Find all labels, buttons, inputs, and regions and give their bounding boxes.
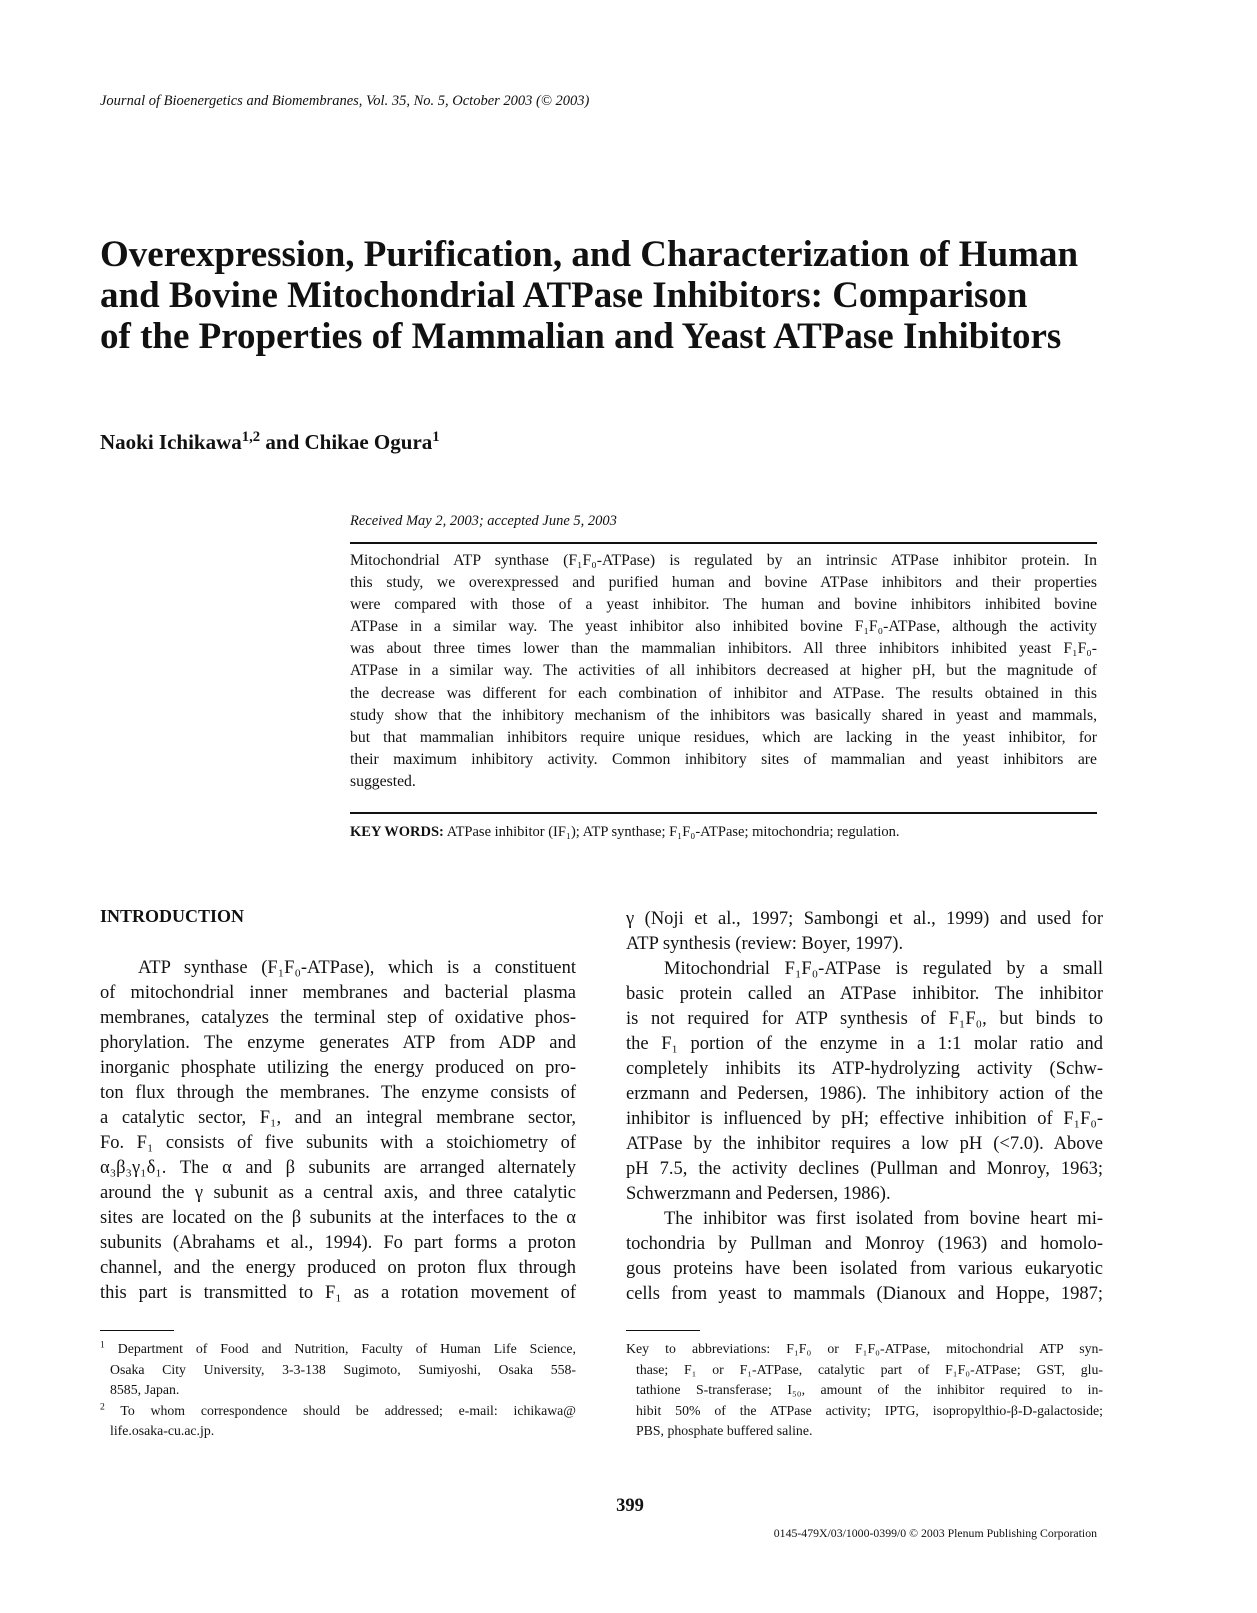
- abstract-bottom-rule: [350, 812, 1097, 814]
- body-line: tochondria by Pullman and Monroy (1963) and homolo-: [626, 1234, 1103, 1254]
- abstract-line: but that mammalian inhibitors require unique residues, which are lacking in the yeast inhibitor, for: [350, 728, 1097, 746]
- journal-citation: Journal of Bioenergetics and Biomembranes, Vol. 35, No. 5, October 2003 (© 2003): [100, 93, 590, 109]
- footnote-line: $^2$ To whom correspondence should be addressed; e-mail: ichikawa@: [100, 1401, 576, 1418]
- body-line: is not required for ATP synthesis of F₁F₀, but binds to: [626, 1009, 1103, 1029]
- abstract-line: the decrease was different for each combination of inhibitor and ATPase. The results obtained in this: [350, 684, 1097, 702]
- keywords: [350, 824, 900, 841]
- body-line: Fo. F₁ consists of five subunits with a stoichiometry of: [100, 1133, 576, 1153]
- body-line: sites are located on the β subunits at the interfaces to the α: [100, 1208, 576, 1228]
- received-date: Received May 2, 2003; accepted June 5, 2003: [350, 513, 617, 529]
- body-line: gous proteins have been isolated from various eukaryotic: [626, 1259, 1103, 1279]
- footnote-line: $^1$ Department of Food and Nutrition, Faculty of Human Life Science,: [100, 1339, 577, 1356]
- body-line: a catalytic sector, F₁, and an integral membrane sector,: [100, 1108, 576, 1128]
- abstract-line: suggested.: [350, 772, 416, 790]
- keywords-label: KEY WORDS:: [350, 824, 444, 840]
- author-name: Chikae Ogura: [304, 430, 433, 454]
- abstract-line: their maximum inhibitory activity. Common inhibitory sites of mammalian and yeast inhibitors are: [350, 750, 1097, 768]
- body-line: subunits (Abrahams et al., 1994). Fo part forms a proton: [100, 1233, 576, 1253]
- keywords-text: ATPase inhibitor (IF₁); ATP synthase; F₁F₀-ATPase; mitochondria; regulation.: [443, 824, 900, 840]
- footnote-mark: 2: [100, 1401, 105, 1413]
- body-line: γ (Noji et al., 1997; Sambongi et al., 1999) and used for: [626, 909, 1103, 929]
- abstract-line: ATPase in a similar way. The activities of all inhibitors decreased at higher pH, but the magnitude of: [350, 662, 1097, 680]
- body-line: The inhibitor was first isolated from bovine heart mi-: [664, 1209, 1103, 1229]
- affiliation-mark: 1,2: [241, 428, 261, 445]
- footnote-rule: [100, 1330, 174, 1331]
- footnote-line: hibit 50% of the ATPase activity; IPTG, isopropylthio-β-D-galactoside;: [636, 1402, 1103, 1418]
- footnote-line: life.osaka-cu.ac.jp.: [110, 1423, 215, 1438]
- section-heading: INTRODUCTION: [100, 906, 245, 926]
- body-line: of mitochondrial inner membranes and bacterial plasma: [100, 983, 576, 1003]
- body-line: ATP synthesis (review: Boyer, 1997).: [626, 934, 904, 954]
- body-line: cells from yeast to mammals (Dianoux and Hoppe, 1987;: [626, 1284, 1103, 1304]
- body-line: erzmann and Pedersen, 1986). The inhibitory action of the: [626, 1084, 1103, 1104]
- footnotes-affiliations: [100, 1339, 576, 1442]
- body-line: ATP synthase (F₁F₀-ATPase), which is a constituent: [138, 958, 576, 978]
- footnote-abbreviations: [626, 1339, 1103, 1442]
- body-line: pH 7.5, the activity declines (Pullman and Monroy, 1963;: [626, 1159, 1103, 1179]
- title-line: of the Properties of Mammalian and Yeast ATPase Inhibitors: [100, 316, 1062, 357]
- footnote-mark: 1: [100, 1339, 105, 1351]
- title-line: Overexpression, Purification, and Characterization of Human: [100, 234, 1079, 275]
- author-name: Naoki Ichikawa: [100, 430, 242, 454]
- footnote-line: tathione S-transferase; I₅₀, amount of the inhibitor required to in-: [636, 1382, 1103, 1397]
- footnote-line: 8585, Japan.: [110, 1382, 180, 1397]
- abstract-line: study show that the inhibitory mechanism of the inhibitors was basically shared in yeast and mammals,: [350, 706, 1097, 724]
- abstract-top-rule: [350, 542, 1097, 544]
- abstract: [350, 550, 1097, 793]
- body-line: α₃β₃γ₁δ₁. The α and β subunits are arranged alternately: [100, 1158, 576, 1178]
- body-line: Schwerzmann and Pedersen, 1986).: [626, 1184, 891, 1204]
- body-line: this part is transmitted to F₁ as a rotation movement of: [100, 1283, 576, 1303]
- footnote-line: PBS, phosphate buffered saline.: [636, 1423, 813, 1438]
- title-line: and Bovine Mitochondrial ATPase Inhibitors: Comparison: [100, 275, 1028, 316]
- abstract-line: was about three times lower than the mammalian inhibitors. All three inhibitors inhibited yeast F₁F₀-: [350, 640, 1097, 658]
- body-line: Mitochondrial F₁F₀-ATPase is regulated by a small: [664, 959, 1103, 979]
- footnote-line: thase; F₁ or F₁-ATPase, catalytic part of F₁F₀-ATPase; GST, glu-: [636, 1361, 1103, 1377]
- body-line: inorganic phosphate utilizing the energy produced on pro-: [100, 1058, 576, 1078]
- body-line: ton flux through the membranes. The enzyme consists of: [100, 1083, 576, 1103]
- body-line: inhibitor is influenced by pH; effective inhibition of F₁F₀-: [626, 1109, 1103, 1129]
- footnote-rule: [626, 1330, 700, 1331]
- body-line: completely inhibits its ATP-hydrolyzing activity (Schw-: [626, 1059, 1103, 1079]
- body-line: around the γ subunit as a central axis, and three catalytic: [100, 1183, 576, 1203]
- body-line: phorylation. The enzyme generates ATP from ADP and: [100, 1033, 576, 1053]
- abstract-line: ATPase in a similar way. The yeast inhibitor also inhibited bovine F₁F₀-ATPase, although the activity: [350, 618, 1097, 636]
- footnote-line: Osaka City University, 3-3-138 Sugimoto, Sumiyoshi, Osaka 558-: [110, 1361, 576, 1377]
- paper-title: [100, 234, 1200, 357]
- copyright-line: 0145-479X/03/1000-0399/0 © 2003 Plenum Publishing Corporation: [773, 1526, 1097, 1540]
- abstract-line: were compared with those of a yeast inhibitor. The human and bovine inhibitors inhibited bovine: [350, 596, 1097, 614]
- body-line: channel, and the energy produced on proton flux through: [100, 1258, 576, 1278]
- author-list: [100, 430, 440, 455]
- body-line: membranes, catalyzes the terminal step of oxidative phos-: [100, 1008, 576, 1028]
- body-line: basic protein called an ATPase inhibitor. The inhibitor: [626, 984, 1103, 1004]
- abstract-line: Mitochondrial ATP synthase (F₁F₀-ATPase) is regulated by an intrinsic ATPase inhibitor protein. In: [350, 552, 1097, 569]
- affiliation-mark: 1: [432, 428, 440, 445]
- author-conjunction: and: [260, 430, 305, 454]
- body-column-right: [626, 907, 1103, 1307]
- body-line: the F₁ portion of the enzyme in a 1:1 molar ratio and: [626, 1034, 1103, 1054]
- body-column-left: [100, 956, 576, 1306]
- body-line: ATPase by the inhibitor requires a low pH (<7.0). Above: [626, 1134, 1103, 1154]
- abstract-line: this study, we overexpressed and purified human and bovine ATPase inhibitors and their properties: [350, 574, 1097, 592]
- page-number: 399: [616, 1496, 644, 1516]
- footnote-line: Key to abbreviations: F₁F₀ or F₁F₀-ATPase, mitochondrial ATP syn-: [626, 1341, 1103, 1356]
